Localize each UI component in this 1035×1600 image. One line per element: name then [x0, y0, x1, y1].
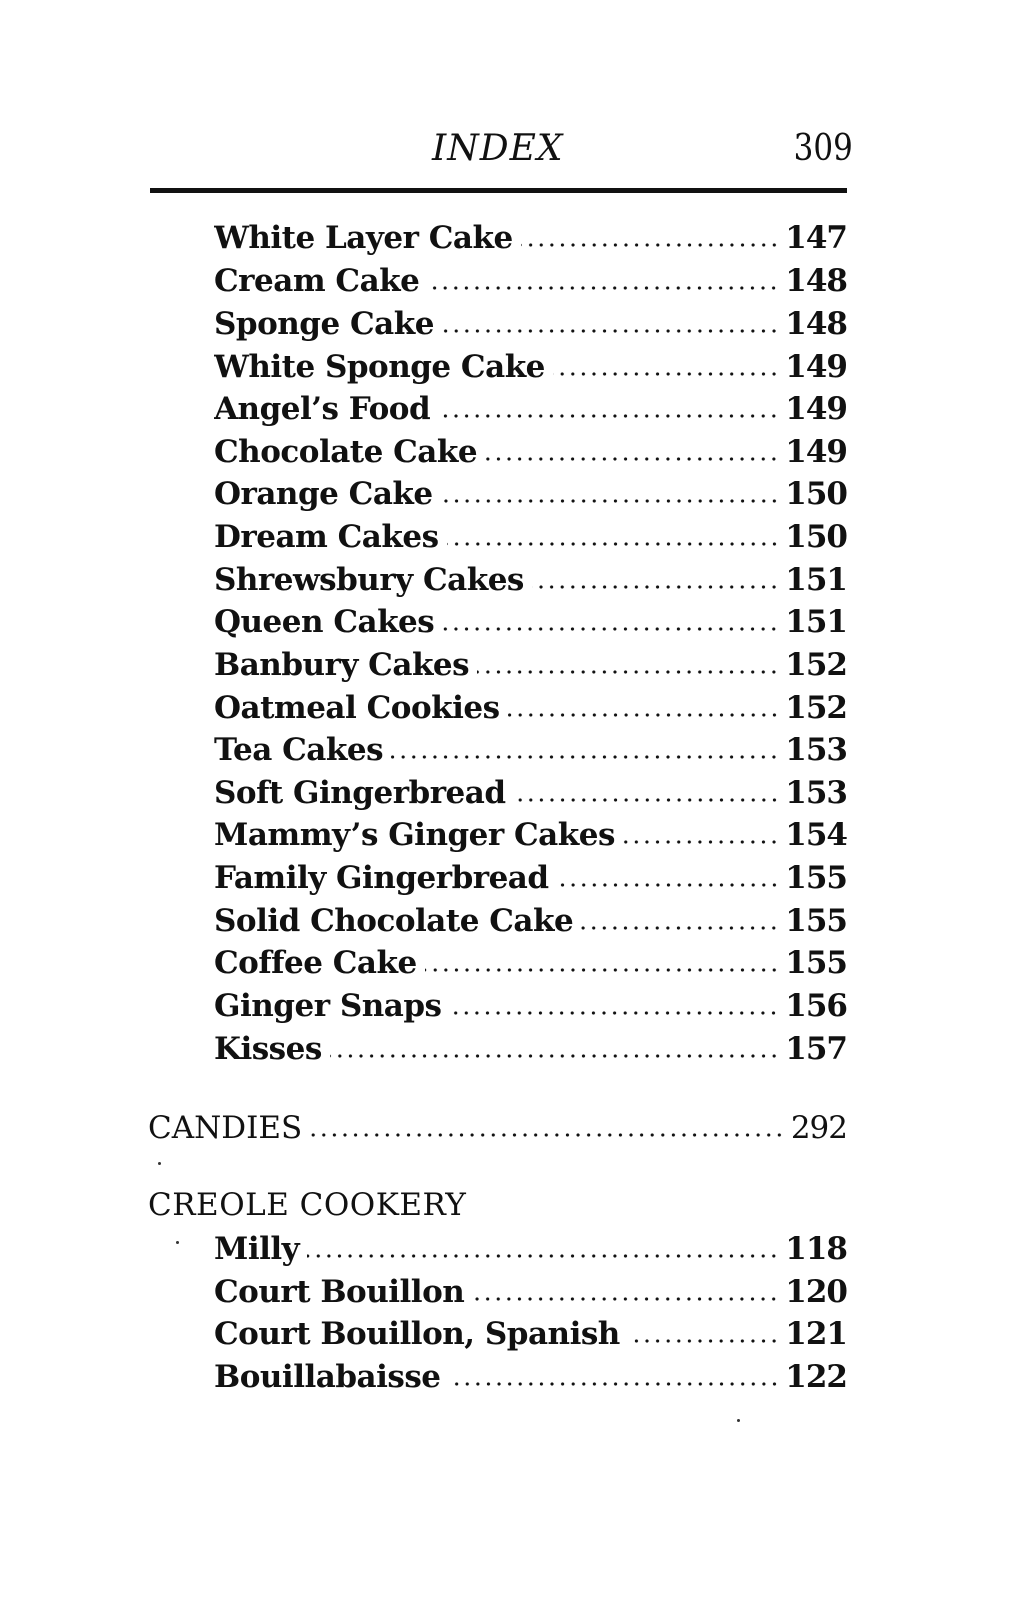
- section-label: CANDIES: [148, 1110, 303, 1146]
- entry-page: 148: [785, 306, 847, 342]
- entry-label: Banbury Cakes: [214, 647, 470, 683]
- dot-leader: [438, 389, 785, 429]
- index-entry: [214, 688, 847, 728]
- dot-leader: [391, 730, 785, 770]
- dot-leader: [581, 901, 785, 941]
- index-section-entry: [148, 1108, 847, 1148]
- entry-label: Bouillabaisse: [214, 1359, 441, 1395]
- dot-leader: [441, 474, 786, 514]
- entry-label: Court Bouillon: [214, 1274, 465, 1310]
- entry-page: 151: [785, 562, 847, 598]
- index-entry: [214, 1314, 847, 1354]
- entry-page: 155: [785, 860, 847, 896]
- entry-label: Mammy’s Ginger Cakes: [214, 817, 615, 853]
- entry-label: Chocolate Cake: [214, 434, 478, 470]
- index-entry: [214, 815, 847, 855]
- index-entry: [214, 901, 847, 941]
- entry-page: 156: [785, 988, 847, 1024]
- dot-leader: [485, 432, 785, 472]
- index-entry: [214, 943, 847, 983]
- entry-label: Queen Cakes: [214, 604, 435, 640]
- entry-label: Shrewsbury Cakes: [214, 562, 524, 598]
- entry-label: Coffee Cake: [214, 945, 417, 981]
- index-entry: [214, 1229, 847, 1269]
- index-entry: [214, 602, 847, 642]
- entry-page: 150: [785, 519, 847, 555]
- dot-leader: [508, 688, 786, 728]
- index-entry: [214, 218, 847, 258]
- entry-label: Milly: [214, 1231, 300, 1267]
- entry-page: 153: [785, 775, 847, 811]
- dot-leader: [477, 645, 785, 685]
- dot-leader: [553, 347, 785, 387]
- index-entry: [214, 261, 847, 301]
- dot-leader: [628, 1314, 785, 1354]
- entry-page: 120: [785, 1274, 847, 1310]
- running-header-page-number: 309: [793, 128, 853, 169]
- print-speck: [737, 1419, 740, 1422]
- index-entry: [214, 347, 847, 387]
- index-entry: [214, 474, 847, 514]
- index-entry: [214, 1272, 847, 1312]
- dot-leader: [449, 1357, 786, 1397]
- index-entry: [214, 645, 847, 685]
- dot-leader: [310, 1108, 791, 1148]
- index-entry: [214, 432, 847, 472]
- entry-page: 122: [785, 1359, 847, 1395]
- index-entry: [214, 304, 847, 344]
- entry-label: Angel’s Food: [214, 391, 431, 427]
- index-entry: [214, 560, 847, 600]
- entry-page: 118: [785, 1231, 847, 1267]
- index-entry: [214, 517, 847, 557]
- dot-leader: [472, 1272, 785, 1312]
- entry-label: White Sponge Cake: [214, 349, 545, 385]
- entry-page: 153: [785, 732, 847, 768]
- entry-page: 152: [785, 647, 847, 683]
- dot-leader: [330, 1029, 785, 1069]
- entry-label: Soft Gingerbread: [214, 775, 506, 811]
- entry-page: 149: [785, 391, 847, 427]
- entry-label: Ginger Snaps: [214, 988, 442, 1024]
- entry-label: White Layer Cake: [214, 220, 513, 256]
- entry-label: Tea Cakes: [214, 732, 384, 768]
- section-page: 292: [790, 1110, 847, 1146]
- entry-label: Oatmeal Cookies: [214, 690, 500, 726]
- entry-page: 148: [785, 263, 847, 299]
- entry-label: Dream Cakes: [214, 519, 439, 555]
- entry-page: 154: [785, 817, 847, 853]
- entry-page: 155: [785, 945, 847, 981]
- print-speck: [158, 1162, 161, 1165]
- entry-label: Orange Cake: [214, 476, 433, 512]
- section-heading: CREOLE COOKERY: [148, 1187, 467, 1223]
- entry-page: 147: [785, 220, 847, 256]
- print-speck: [176, 1241, 179, 1244]
- dot-leader: [447, 517, 786, 557]
- index-entry: [214, 730, 847, 770]
- running-header-title: INDEX: [432, 128, 564, 169]
- entry-page: 149: [785, 434, 847, 470]
- entry-page: 149: [785, 349, 847, 385]
- dot-leader: [442, 304, 785, 344]
- dot-leader: [425, 943, 786, 983]
- dot-leader: [521, 218, 786, 258]
- entry-label: Cream Cake: [214, 263, 420, 299]
- index-entry: [214, 773, 847, 813]
- dot-leader: [427, 261, 785, 301]
- dot-leader: [623, 815, 785, 855]
- dot-leader: [307, 1229, 785, 1269]
- index-entry: [214, 858, 847, 898]
- dot-leader: [557, 858, 786, 898]
- entry-label: Court Bouillon, Spanish: [214, 1316, 620, 1352]
- index-entry: [214, 986, 847, 1026]
- entry-page: 152: [785, 690, 847, 726]
- dot-leader: [449, 986, 785, 1026]
- entry-label: Sponge Cake: [214, 306, 434, 342]
- index-entry: [214, 389, 847, 429]
- entry-label: Kisses: [214, 1031, 322, 1067]
- dot-leader: [514, 773, 786, 813]
- entry-page: 157: [785, 1031, 847, 1067]
- entry-page: 150: [785, 476, 847, 512]
- index-entry: [214, 1029, 847, 1069]
- index-entry: [214, 1357, 847, 1397]
- entry-label: Solid Chocolate Cake: [214, 903, 574, 939]
- entry-label: Family Gingerbread: [214, 860, 549, 896]
- dot-leader: [532, 560, 785, 600]
- entry-page: 155: [785, 903, 847, 939]
- entry-page: 151: [785, 604, 847, 640]
- dot-leader: [442, 602, 785, 642]
- entry-page: 121: [785, 1316, 847, 1352]
